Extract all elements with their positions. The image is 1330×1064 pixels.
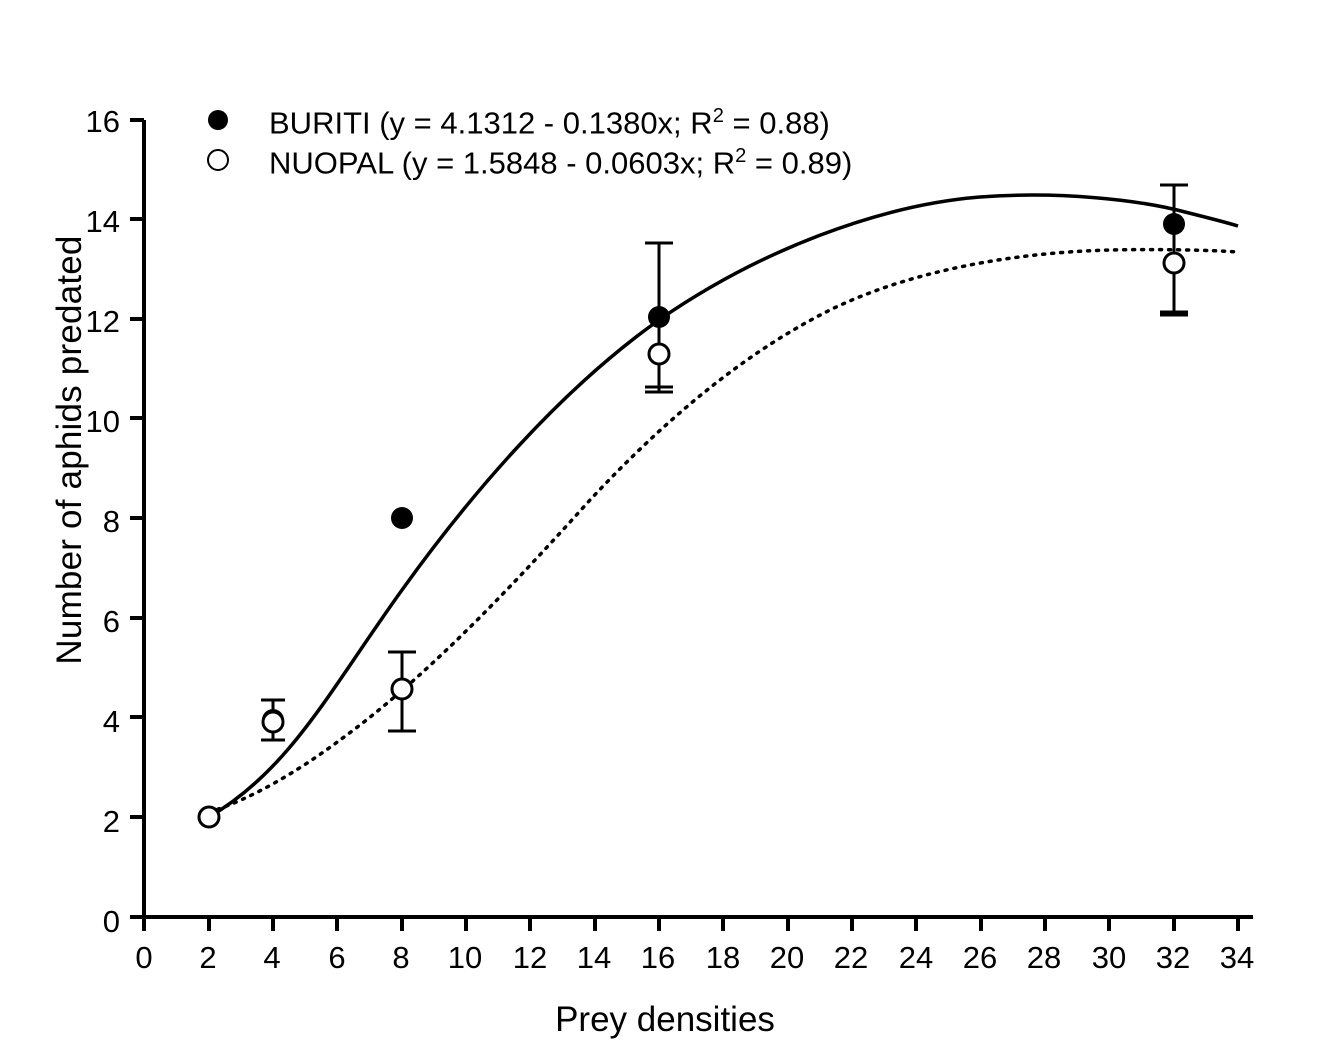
buriti-error-bars [261,185,1188,740]
legend-label-superscript: 2 [712,105,724,128]
x-axis-title: Prey densities [555,1000,775,1039]
x-tick-label: 28 [1026,940,1062,975]
x-tick-label: 12 [512,940,548,975]
x-tick-label: 14 [576,940,612,975]
legend-label-suffix: = 0.89) [746,145,853,181]
y-tick-label: 2 [102,804,120,839]
x-tick-label: 2 [199,940,217,975]
x-tick-label: 0 [135,940,153,975]
legend-label-suffix: = 0.88) [723,105,830,141]
legend-label-prefix: NUOPAL (y = 1.5848 - 0.0603x; R [269,145,736,181]
x-tick-marks [144,917,1238,931]
y-tick-label: 6 [102,604,120,639]
y-tick-label: 16 [85,104,120,139]
y-axis-title: Number of aphids predated [50,235,89,665]
x-tick-label: 26 [962,940,998,975]
nuopal-fit-curve [209,250,1238,812]
nuopal-data-points [199,253,1184,827]
x-tick-label: 16 [640,940,676,975]
y-tick-label: 10 [85,404,120,439]
y-tick-marks [130,120,144,917]
x-tick-label: 24 [898,940,934,975]
y-tick-label: 8 [102,504,120,539]
x-tick-label: 6 [328,940,346,975]
y-tick-label: 0 [102,904,120,939]
x-tick-label: 34 [1219,940,1255,975]
y-tick-label: 14 [85,204,120,239]
axis-lines [144,120,1253,917]
x-tick-label: 22 [833,940,869,975]
x-tick-label: 30 [1091,940,1127,975]
x-tick-label: 32 [1155,940,1191,975]
x-tick-label: 20 [769,940,805,975]
legend-label-prefix: BURITI (y = 4.1312 - 0.1380x; R [269,105,713,141]
x-tick-label: 8 [392,940,410,975]
x-tick-label: 18 [705,940,741,975]
y-tick-label: 12 [85,304,120,339]
x-tick-label: 10 [447,940,483,975]
legend-label-superscript: 2 [735,145,747,168]
y-tick-label: 4 [102,704,120,739]
x-tick-label: 4 [263,940,281,975]
